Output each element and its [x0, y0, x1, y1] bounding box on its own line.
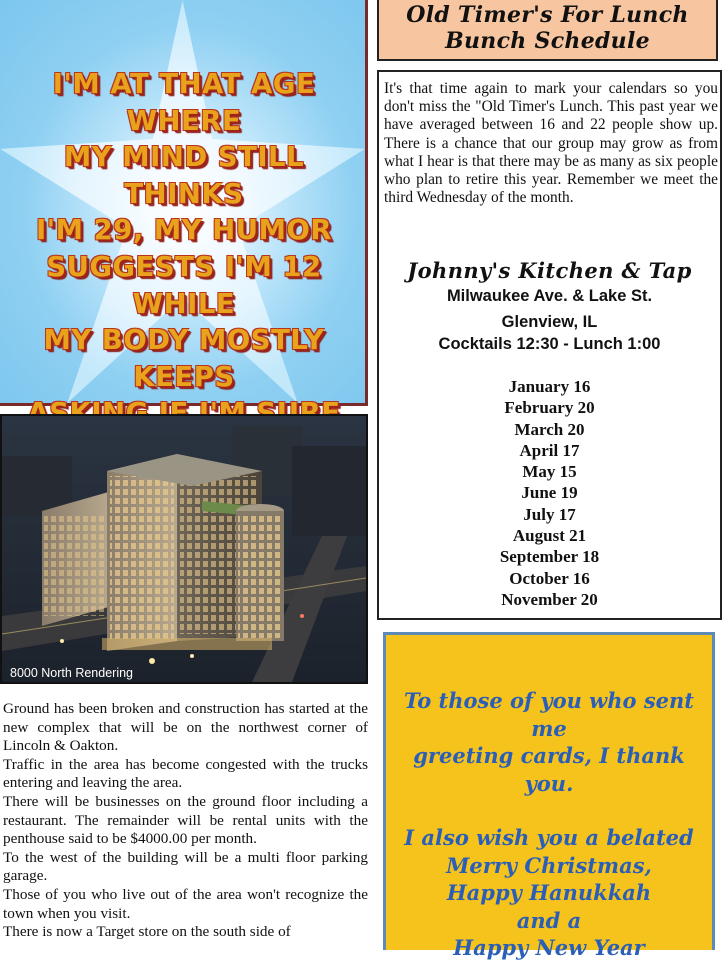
quote-panel [0, 0, 368, 406]
holiday-greeting-panel [383, 632, 715, 960]
greeting-line: To those of you who sent me [404, 688, 694, 741]
quote-line: SUGGESTS I'M 12 WHILE [46, 250, 322, 320]
header-title-line-1: Old Timer's For Lunch [406, 2, 689, 28]
construction-article [3, 700, 368, 942]
article-paragraph: Those of you who live out of the area won't recognize the town when you visit. [3, 885, 368, 922]
greeting-line: and a [516, 907, 582, 933]
article-paragraph: To the west of the building will be a multi floor parking garage. [3, 848, 368, 885]
venue-times: Cocktails 12:30 - Lunch 1:00 [438, 335, 661, 353]
meeting-date: February 20 [504, 398, 595, 418]
greeting-line: Happy Hanukkah [446, 880, 652, 905]
greeting-spacer [386, 797, 712, 824]
meeting-date: April 17 [519, 440, 580, 460]
quote-line: I'M AT THAT AGE WHERE [52, 68, 316, 137]
lunch-schedule-header [377, 0, 718, 61]
greeting-text [386, 687, 712, 962]
quote-line: I'M 29, MY HUMOR [36, 214, 332, 247]
greeting-line: Happy New Year [453, 935, 645, 960]
building-rendering-image [0, 414, 368, 684]
meeting-date: July 17 [523, 504, 576, 524]
meeting-dates-list [379, 376, 720, 610]
meeting-date: January 16 [508, 377, 591, 396]
meeting-date: March 20 [514, 419, 585, 439]
greeting-line: greeting cards, I thank you. [413, 743, 685, 796]
quote-line: MY MIND STILL THINKS [63, 141, 305, 210]
header-title-line-2: Bunch Schedule [445, 28, 650, 54]
photo-caption: 8000 North Rendering [10, 666, 133, 680]
quote-line: MY BODY MOSTLY KEEPS [43, 324, 325, 393]
venue-city: Glenview, IL [501, 313, 598, 331]
meeting-date: September 18 [499, 547, 600, 567]
article-paragraph: There will be businesses on the ground floor including a restaurant. The remainder will be rental units with the penthouse said to be $4000.00 per month. [3, 792, 368, 848]
greeting-line: Merry Christmas, [446, 852, 652, 878]
article-paragraph: There is now a Target store on the south side of [3, 923, 291, 941]
building-rendering-illustration [2, 416, 366, 682]
venue-name: Johnny's Kitchen & Tap [407, 258, 692, 283]
meeting-date: August 21 [512, 526, 587, 546]
article-paragraph: Ground has been broken and construction has started at the new complex that will be on the northwest corner of Lincoln & Oakton. [3, 700, 368, 755]
meeting-date: November 20 [501, 589, 598, 609]
article-paragraph: Traffic in the area has become congested with the trucks entering and leaving the area. [3, 755, 368, 792]
schedule-intro: It's that time again to mark your calendars so you don't miss the "Old Timer's Lunch. This past year we have averaged between 16 and 22 people show up. There is a chance that our group may grow as from what I hear is that there may be as many as six people who plan to retire this year. Remember we meet the third Wednesday of the month. [384, 80, 718, 207]
meeting-date: October 16 [509, 568, 590, 588]
meeting-date: June 19 [521, 483, 578, 503]
greeting-line: I also wish you a belated [404, 825, 694, 850]
venue-address: Milwaukee Ave. & Lake St. [446, 287, 653, 305]
meeting-date: May 15 [522, 462, 577, 482]
schedule-panel [377, 70, 722, 620]
